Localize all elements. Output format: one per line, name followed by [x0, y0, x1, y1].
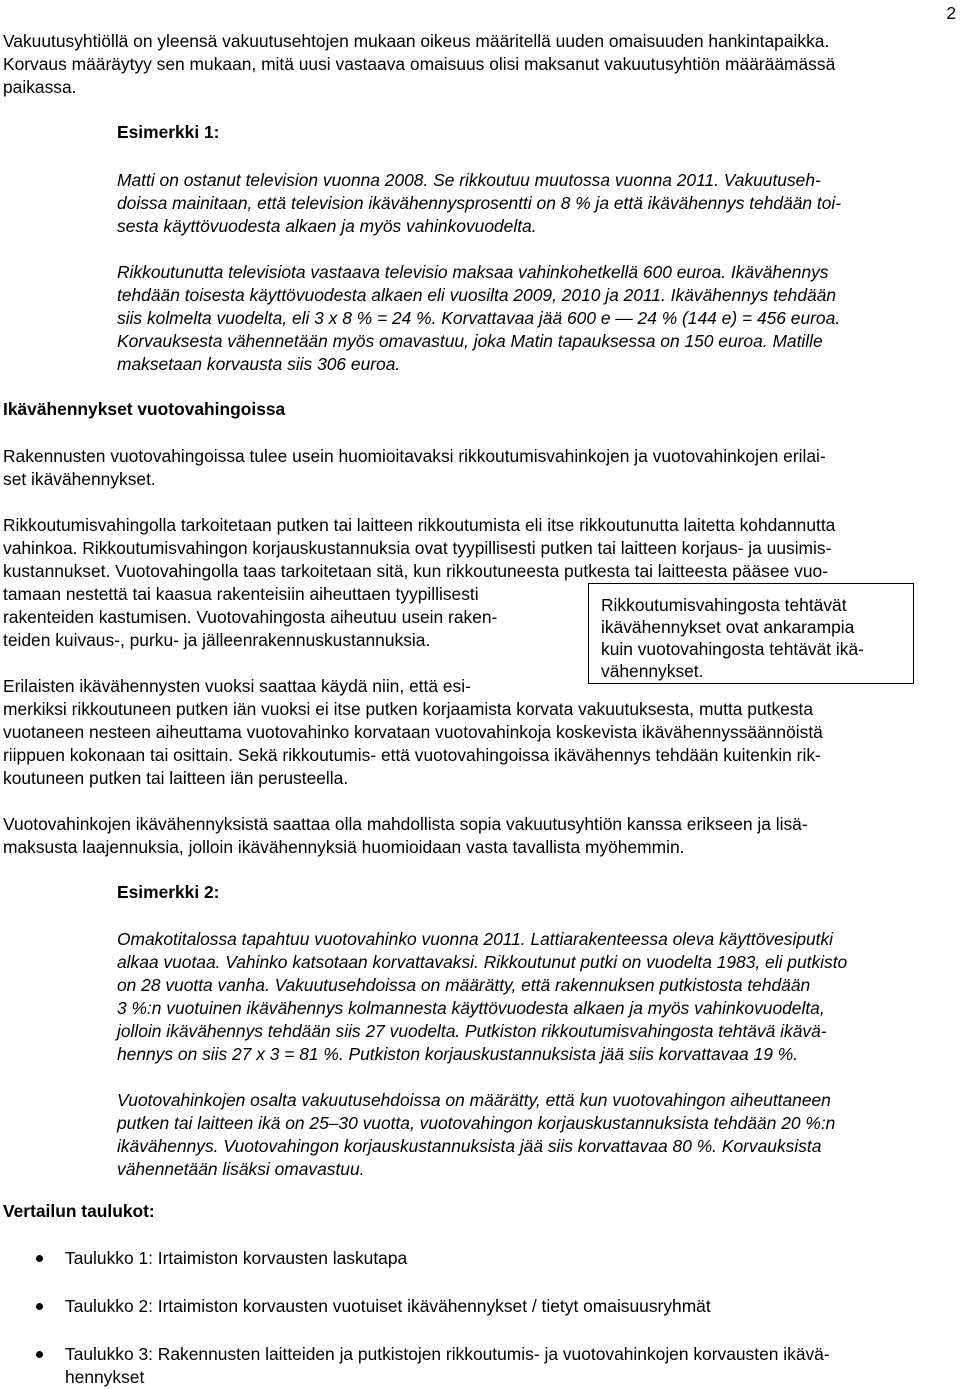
section-heading: Ikävähennykset vuotovahingoissa — [3, 399, 286, 419]
example-2-heading: Esimerkki 2: — [117, 882, 220, 902]
bullet-icon — [36, 1255, 43, 1262]
list-item — [3, 1295, 953, 1318]
paragraph-extensions: Vuotovahinkojen ikävähennyksistä saattaa olla mahdollista sopia vakuutusyhtiön kanssa erikseen ja lisä- maksusta laajennuksia, jolloin ikävähennyksiä huomioidaan vasta tavallista myöhemmin. — [3, 814, 808, 857]
page-number: 2 — [946, 3, 956, 23]
list-item — [3, 1247, 953, 1270]
tables-list — [3, 1247, 953, 1389]
example-1-paragraph-1: Matti on ostanut television vuonna 2008. Se rikkoutuu muutossa vuonna 2011. Vakuutuseh- doissa mainitaan, että television ikävähennysprosentti on 8 % ja että ikävähennys tehdään toi- sesta käyttövuodesta alkaen ja myös vahinkovuodelta. — [117, 170, 842, 236]
example-2-paragraph-1: Omakotitalossa tapahtuu vuotovahinko vuonna 2011. Lattiarakenteessa oleva käyttövesiputki alkaa vuotaa. Vahinko katsotaan korvattavaksi. Rikkoutunut putki on vuodelta 1983, eli putkisto on 28 vuotta vanha. Vakuutusehdoissa on määrätty, että rakennuksen putkistosta tehdään 3 %:n vuotuinen ikävähennys kolmannesta käyttövuodesta alkaen ja myös vahinkovuodelta, jolloin ikävähennys tehdään siis 27 vuodelta. Putkiston rikkoutumisvahingosta tehtävä ikävä- hennys on siis 27 x 3 = 81 %. Putkiston korjauskustannuksista jää siis korvattavaa 19 %. — [117, 929, 848, 1064]
paragraph-definitions-continued: tamaan nestettä tai kaasua rakenteisiin aiheuttaen tyypillisesti rakenteiden kastumisen. Vuotovahingosta aiheutuu usein raken- teiden kuivaus-, purku- ja jälleenrakennuskustannuksia. — [3, 584, 498, 650]
list-item-text: Taulukko 3: Rakennusten laitteiden ja putkistojen rikkoutumis- ja vuotovahinkojen korvausten ikävä- hennykset — [65, 1344, 830, 1387]
list-item — [3, 1343, 953, 1389]
list-item-text: Taulukko 2: Irtaimiston korvausten vuotuiset ikävähennykset / tietyt omaisuusryhmät — [65, 1296, 711, 1316]
paragraph-differences-start: Erilaisten ikävähennysten vuoksi saattaa käydä niin, että esi- — [3, 676, 471, 696]
paragraph-damage-types: Rakennusten vuotovahingoissa tulee usein huomioitavaksi rikkoutumisvahinkojen ja vuotovahinkojen erilai- set ikävähennykset. — [3, 446, 826, 489]
bullet-icon — [36, 1351, 43, 1358]
paragraph-differences: merkiksi rikkoutuneen putken iän vuoksi ei itse putken korjaamista korvata vakuutuksesta, mutta putkesta vuotaneen nesteen aiheuttama vuotovahinko korvataan vuotovahinkoja koskevista ikävähennyssäännöistä riippuen kokonaan tai osittain. Sekä rikkoutumis- että vuotovahingoissa ikävähennys tehdään kuitenkin rik- koutuneen putken tai laitteen iän perusteella. — [3, 699, 823, 788]
list-item-text: Taulukko 1: Irtaimiston korvausten laskutapa — [65, 1248, 408, 1268]
bullet-icon — [36, 1303, 43, 1310]
intro-paragraph: Vakuutusyhtiöllä on yleensä vakuutusehtojen mukaan oikeus määritellä uuden omaisuuden hankintapaikka. Korvaus määräytyy sen mukaan, mitä uusi vastaava omaisuus olisi maksanut vakuutusyhtiön määräämässä paikassa. — [3, 31, 836, 97]
example-2-paragraph-2: Vuotovahinkojen osalta vakuutusehdoissa on määrätty, että kun vuotovahingon aiheuttaneen putken tai laitteen ikä on 25–30 vuotta, vuotovahingon korjauskustannuksista tehdään 20 %:n ikävähennys. Vuotovahingon korjauskustannuksista jää siis korvattavaa 80 %. Korvauksista vähennetään lisäksi omavastuu. — [117, 1090, 836, 1179]
callout-box: Rikkoutumisvahingosta tehtävät ikävähennykset ovat ankarampia kuin vuotovahingosta tehtävät ikä- vähennykset. — [588, 583, 914, 684]
example-1-paragraph-2: Rikkoutunutta televisiota vastaava televisio maksaa vahinkohetkellä 600 euroa. Ikävähennys tehdään toisesta käyttövuodesta alkaen eli vuosilta 2009, 2010 ja 2011. Ikävähennys tehdään siis kolmelta vuodelta, eli 3 x 8 % = 24 %. Korvattavaa jää 600 e — 24 % (144 e) = 456 euroa. Korvauksesta vähennetään myös omavastuu, joka Matin tapauksessa on 150 euroa. Matille maksetaan korvausta siis 306 euroa. — [117, 262, 841, 374]
tables-heading: Vertailun taulukot: — [3, 1201, 155, 1221]
paragraph-definitions: Rikkoutumisvahingolla tarkoitetaan putken tai laitteen rikkoutumista eli itse rikkoutunutta laitetta kohdannutta vahinkoa. Rikkoutumisvahingon korjauskustannuksia ovat tyypillisesti putken tai laitteen korjaus- ja uusimis- kustannukset. Vuotovahingolla taas tarkoitetaan sitä, kun rikkoutuneesta putkesta tai laitteesta pääsee vuo- — [3, 515, 836, 581]
example-1-heading: Esimerkki 1: — [117, 122, 220, 142]
